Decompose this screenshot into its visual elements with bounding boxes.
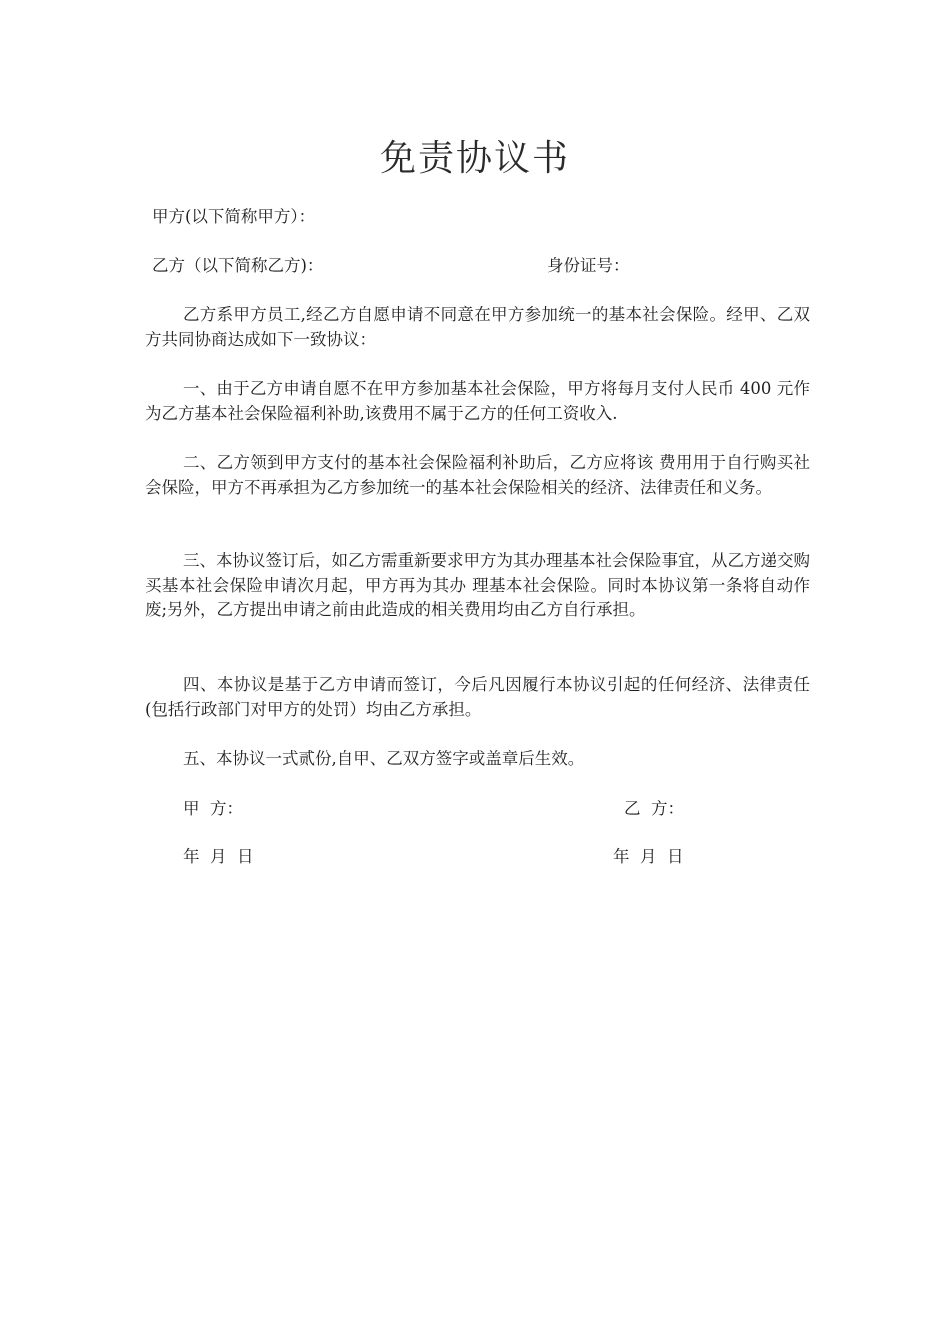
clause-4: 四、本协议是基于乙方申请而签订，今后凡因履行本协议引起的任何经济、法律责任(包括行政部门对甲方的处罚）均由乙方承担。 <box>145 675 810 719</box>
clause-3: 三、本协议签订后，如乙方需重新要求甲方为其办理基本社会保险事宜，从乙方递交购买基本社会保险申请次月起，甲方再为其办 理基本社会保险。同时本协议第一条将自动作废;另外，乙方提出申请之前由此造成的相关费用均由乙方自行承担。 <box>145 551 810 619</box>
clause-1: 一、由于乙方申请自愿不在甲方参加基本社会保险，甲方将每月支付人民币 400 元作为乙方基本社会保险福利补助,该费用不属于乙方的任何工资收入. <box>145 379 810 423</box>
document-title: 免责协议书 <box>379 138 570 179</box>
clause-2: 二、乙方领到甲方支付的基本社会保险福利补助后，乙方应将该 费用用于自行购买社会保险，甲方不再承担为乙方参加统一的基本社会保险相关的经济、法律责任和义务。 <box>145 453 810 497</box>
id-number-label: 身份证号： <box>547 256 630 275</box>
intro-paragraph: 乙方系甲方员工,经乙方自愿申请不同意在甲方参加统一的基本社会保险。经甲、乙双方共同协商达成如下一致协议： <box>145 305 810 349</box>
date-party-a: 年 月 日 <box>183 847 254 866</box>
signature-party-a: 甲 方： <box>183 799 243 818</box>
party-a-header: 甲方(以下简称甲方）： <box>152 207 316 226</box>
date-party-b: 年 月 日 <box>613 847 684 866</box>
party-b-header: 乙方（以下简称乙方)： <box>152 256 324 275</box>
clause-5: 五、本协议一式贰份,自甲、乙双方签字或盖章后生效。 <box>183 749 585 768</box>
signature-party-b: 乙 方： <box>624 799 684 818</box>
